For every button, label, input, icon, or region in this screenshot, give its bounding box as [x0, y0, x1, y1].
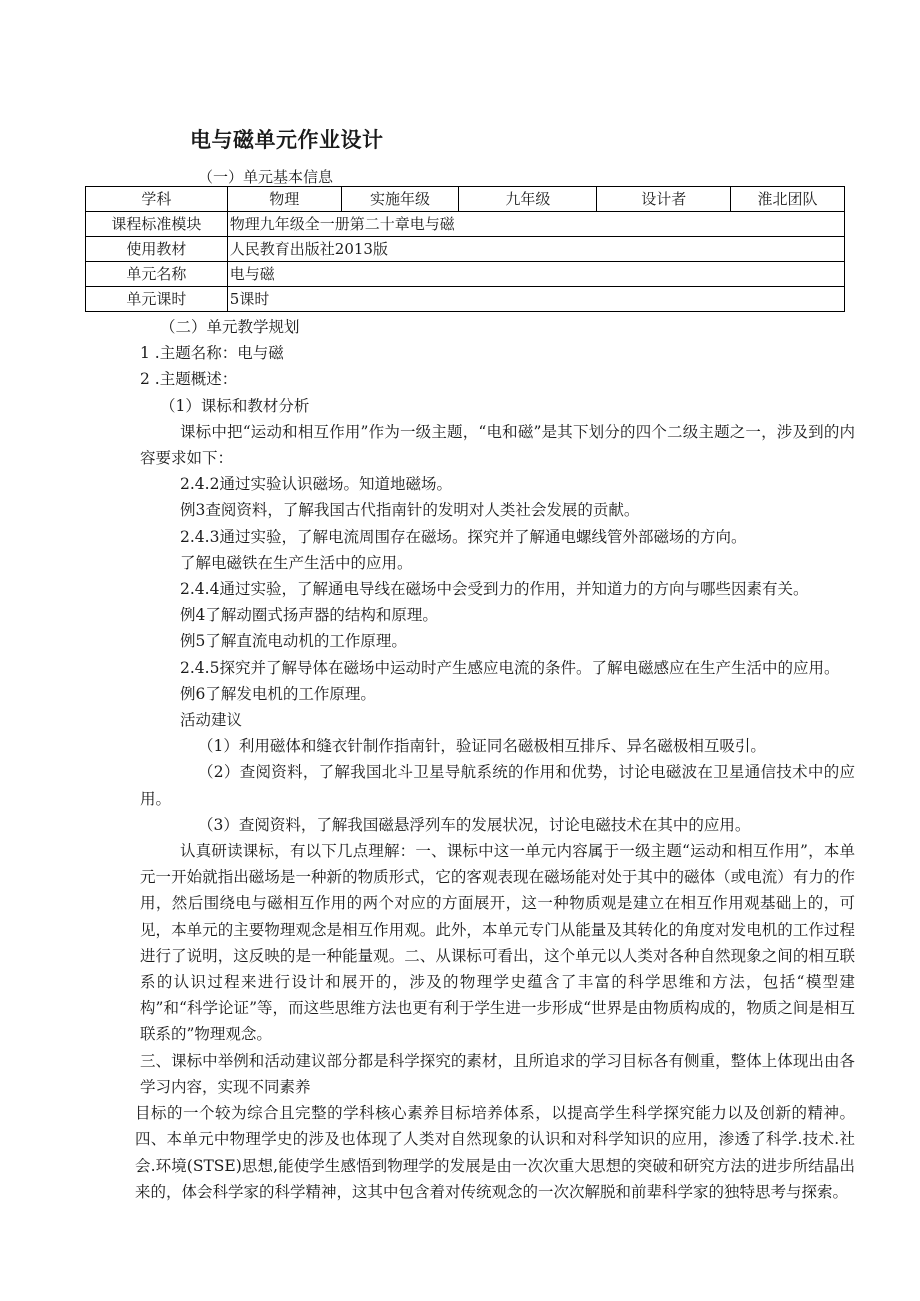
table-value-cell: 物理九年级全一册第二十章电与磁 — [227, 212, 844, 237]
table-row — [86, 287, 845, 312]
paragraph: 2.4.2通过实验认识磁场。知道地磁场。 — [180, 475, 452, 494]
paragraph: （1）课标和教材分析 — [160, 396, 310, 415]
table-cell: 物理 — [227, 187, 341, 212]
paragraph: 2.4.3通过实验，了解电流周围存在磁场。探究并了解通电螺线管外部磁场的方向。 — [180, 527, 747, 546]
table-cell: 淮北团队 — [731, 187, 845, 212]
paragraph: 课标中把“运动和相互作用”作为一级主题，“电和磁”是其下划分的四个二级主题之一，涉及到的内容要求如下： — [140, 422, 855, 468]
paragraph: 2 .主题概述： — [140, 370, 238, 389]
table-label-cell: 单元名称 — [86, 262, 228, 287]
section2-heading: （二）单元教学规划 — [160, 318, 300, 336]
paragraph: 例5了解直流电动机的工作原理。 — [180, 632, 407, 651]
section1-heading: （一）单元基本信息 — [198, 168, 334, 186]
table-cell: 实施年级 — [341, 187, 459, 212]
table-label-cell: 课程标准模块 — [86, 212, 228, 237]
paragraph: 2.4.4通过实验，了解通电导线在磁场中会受到力的作用，并知道力的方向与哪些因素有关。 — [180, 580, 809, 599]
paragraph: 认真研读课标，有以下几点理解：一、课标中这一单元内容属于一级主题“运动和相互作用”，本单元一开始就指出磁场是一种新的物质形式，它的客观表现在磁场能对处于其中的磁体（或电流）有力的作用，然后围绕电与磁相互作用的两个对应的方面展开，这一种物质观是建立在相互作用观基础上的，可见，本单元的主要物理观念是相互作用观。此外，本单元专门从能量及其转化的角度对发电机的工作过程进行了说明，这反映的是一种能量观。二、从课标可看出，这个单元以人类对各种自然现象之间的相互联系的认识过程来进行设计和展开的，涉及的物理学史蕴含了丰富的科学思维和方法，包括“模型建构”和“科学论证”等，而这些思维方法也更有利于学生进一步形成“世界是由物质构成的，物质之间是相互联系的”物理观念。 — [140, 842, 855, 1044]
paragraph: 了解电磁铁在生产生活中的应用。 — [180, 553, 413, 572]
document-title: 电与磁单元作业设计 — [190, 128, 384, 152]
paragraph: 活动建议 — [180, 711, 243, 730]
table-label-cell: 使用教材 — [86, 237, 228, 262]
paragraph: 例6了解发电机的工作原理。 — [180, 684, 376, 703]
paragraph: 例3查阅资料，了解我国古代指南针的发明对人类社会发展的贡献。 — [180, 501, 640, 520]
table-cell: 设计者 — [597, 187, 731, 212]
paragraph: （3）查阅资料，了解我国磁悬浮列车的发展状况，讨论电磁技术在其中的应用。 — [198, 815, 751, 834]
table-label-cell: 单元课时 — [86, 287, 228, 312]
unit-info-table — [85, 186, 845, 312]
paragraph: 1 .主题名称：电与磁 — [140, 344, 284, 363]
table-value-cell: 人民教育出版社2013版 — [227, 237, 844, 262]
paragraph: （2）查阅资料，了解我国北斗卫星导航系统的作用和优势，讨论电磁波在卫星通信技术中的应用。 — [140, 763, 855, 808]
paragraph: 目标的一个较为综合且完整的学科核心素养目标培养体系，以提高学生科学探究能力以及创新的精神。四、本单元中物理学史的涉及也体现了人类对自然现象的认识和对科学知识的应用，渗透了科学.技术.社会.环境(STSE)思想,能使学生感悟到物理学的发展是由一次次重大思想的突破和研究方法的进步所结晶出来的，体会科学家的科学精神，这其中包含着对传统观念的一次次解脱和前辈科学家的独特思考与探索。 — [135, 1104, 855, 1201]
table-value-cell: 5课时 — [227, 287, 844, 312]
paragraph: 例4了解动圈式扬声器的结构和原理。 — [180, 606, 438, 625]
table-value-cell: 电与磁 — [227, 262, 844, 287]
table-cell: 九年级 — [459, 187, 597, 212]
document-body — [135, 314, 855, 1205]
table-row — [86, 212, 845, 237]
paragraph: （1）利用磁体和缝衣针制作指南针，验证同名磁极相互排斥、异名磁极相互吸引。 — [198, 737, 766, 756]
table-row — [86, 237, 845, 262]
table-cell: 学科 — [86, 187, 228, 212]
table-row — [86, 262, 845, 287]
paragraph: 三、课标中举例和活动建议部分都是科学探究的素材，且所追求的学习目标各有侧重，整体上体现出由各学习内容，实现不同素养 — [140, 1051, 855, 1096]
paragraph: 2.4.5探究并了解导体在磁场中运动时产生感应电流的条件。了解电磁感应在生产生活中的应用。 — [180, 658, 840, 677]
table-row — [86, 187, 845, 212]
